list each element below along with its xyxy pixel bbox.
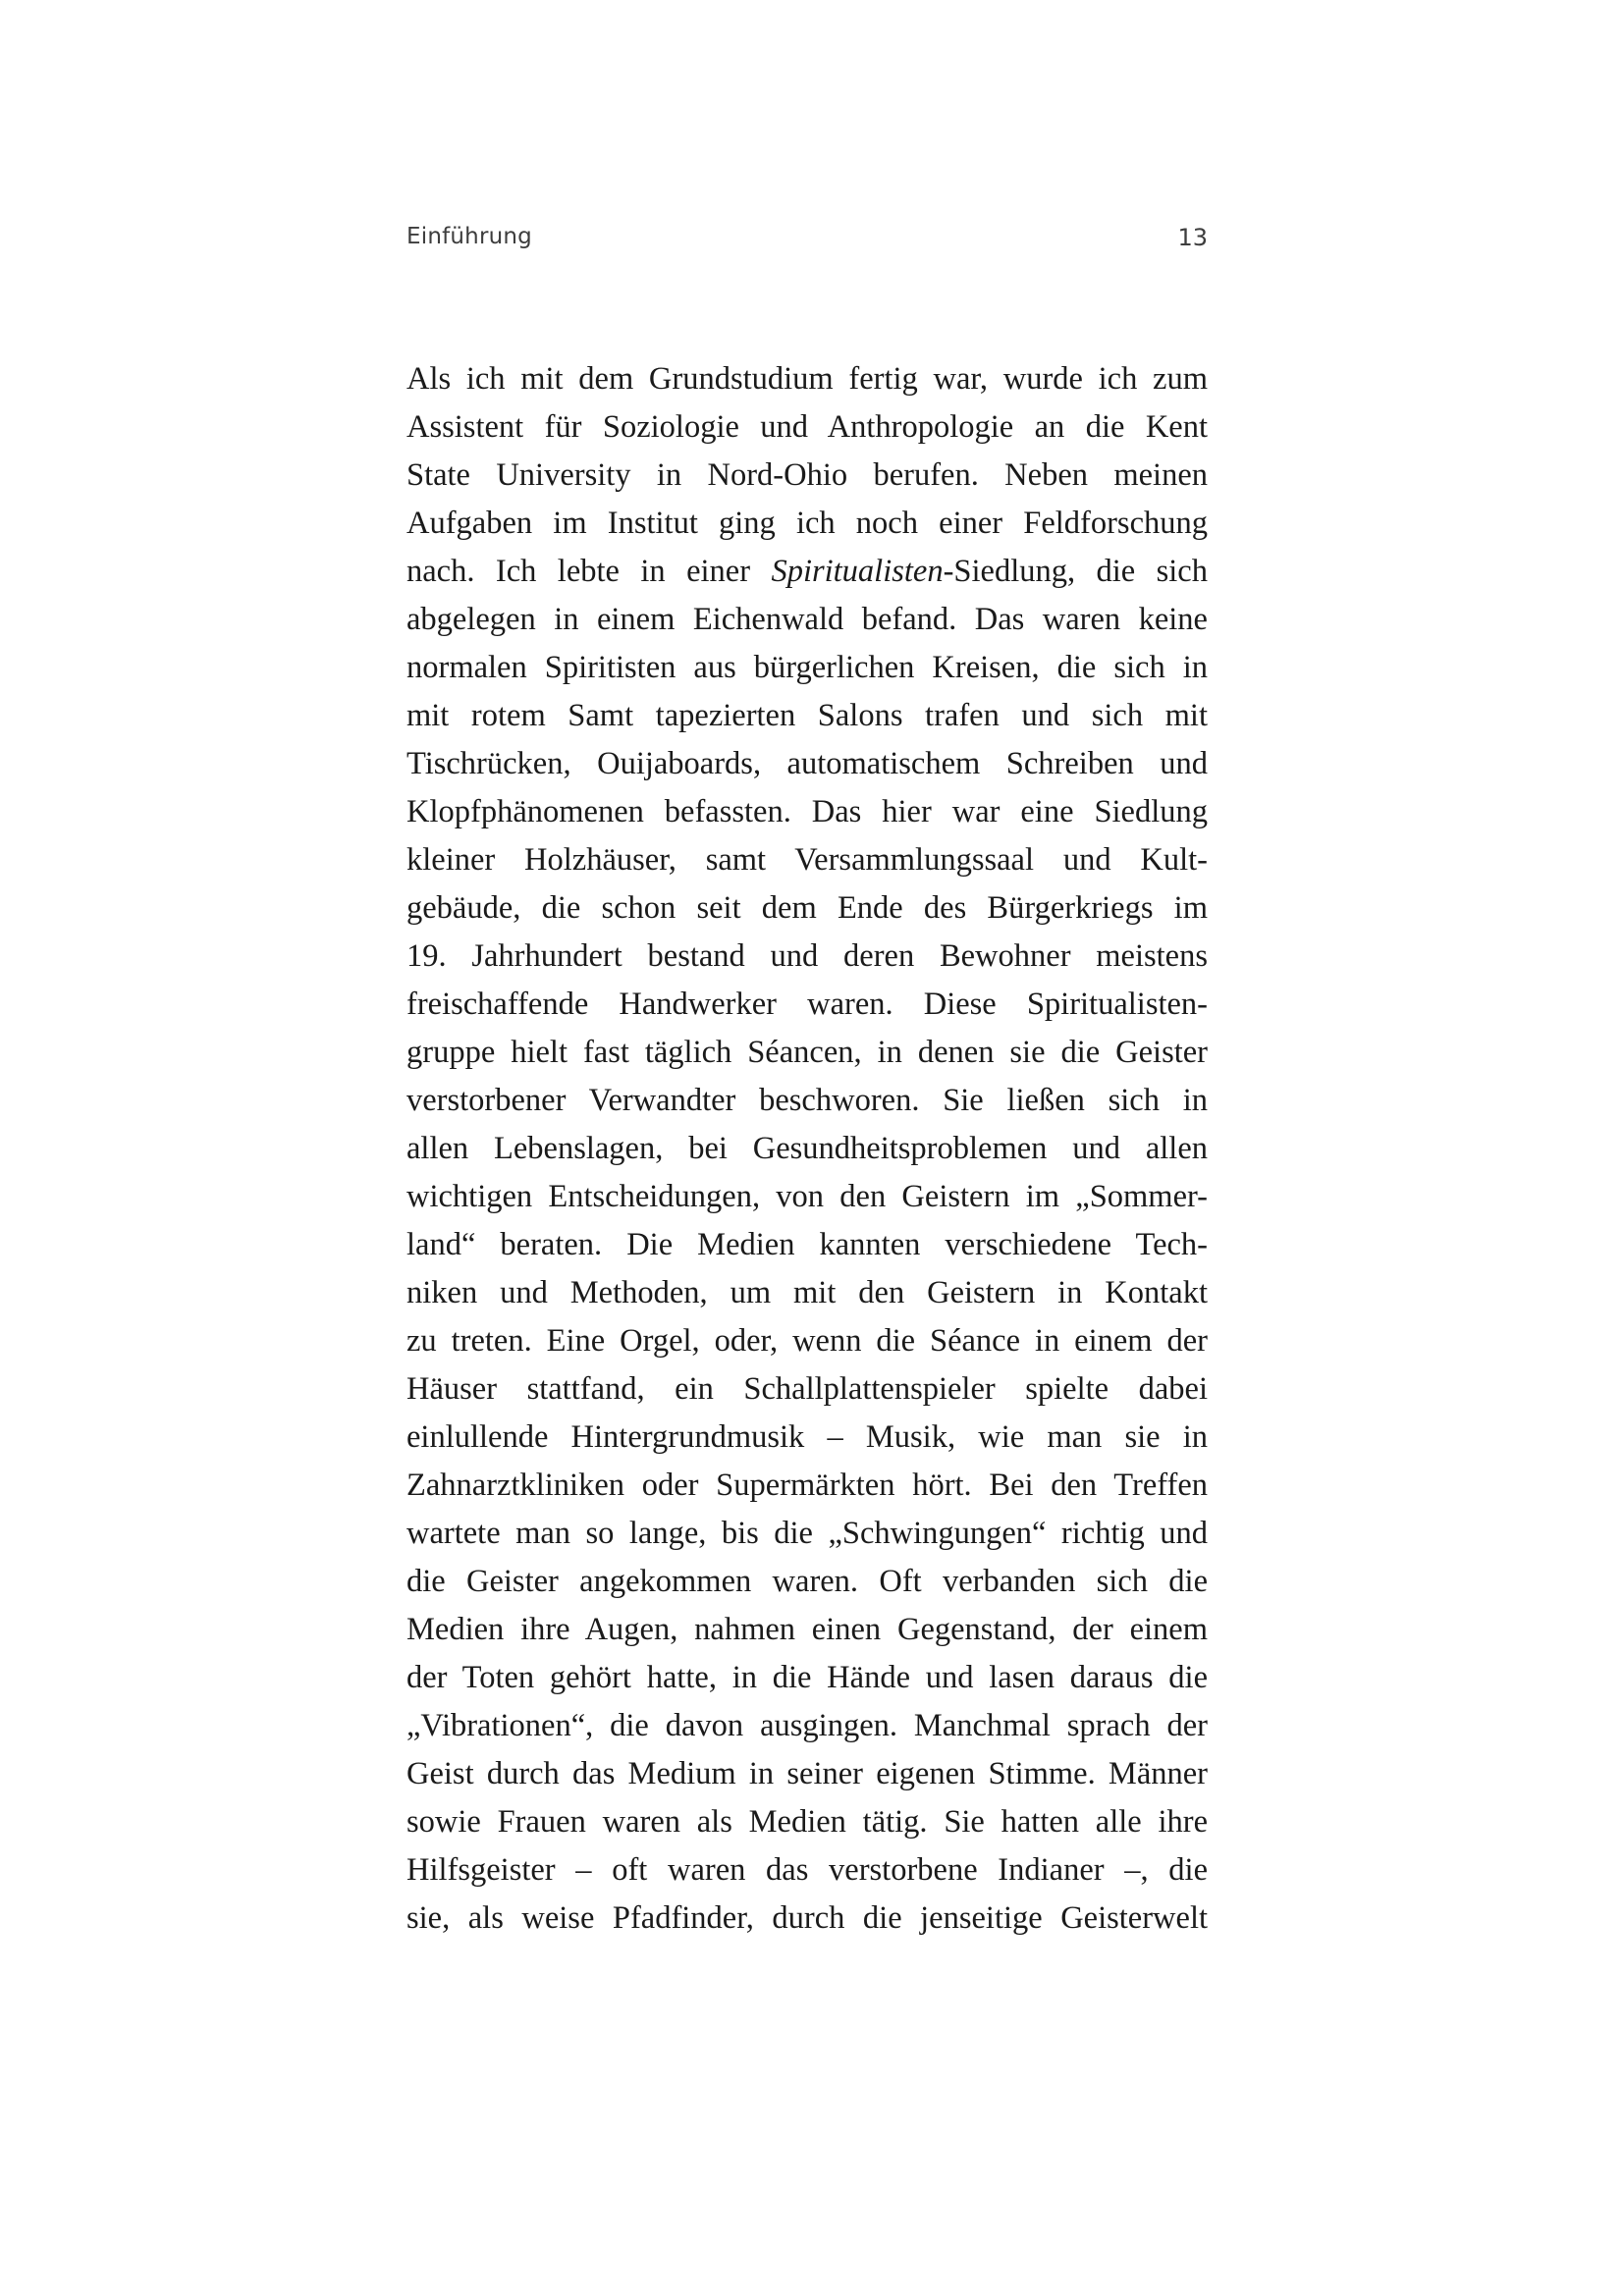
text-line: sowie Frauen waren als Medien tätig. Sie hatten alle ihre <box>406 1804 1208 1840</box>
text-line: Tischrücken, Ouijaboards, automatischem Schreiben und <box>406 746 1208 781</box>
text-line: der Toten gehört hatte, in die Hände und lasen daraus die <box>406 1660 1208 1695</box>
text-line: niken und Methoden, um mit den Geistern in Kontakt <box>406 1275 1208 1310</box>
text-segment: -Siedlung, die sich <box>943 554 1208 589</box>
text-line: Als ich mit dem Grundstudium fertig war, wurde ich zum <box>406 361 1208 397</box>
text-line: Geist durch das Medium in seiner eigenen Stimme. Männer <box>406 1756 1208 1791</box>
text-line: zu treten. Eine Orgel, oder, wenn die Séance in einem der <box>406 1323 1208 1359</box>
text-line: State University in Nord-Ohio berufen. Neben meinen <box>406 457 1208 493</box>
text-line: Hilfsgeister – oft waren das verstorbene Indianer –, die <box>406 1852 1208 1888</box>
text-line: verstorbener Verwandter beschworen. Sie ließen sich in <box>406 1083 1208 1118</box>
text-line: „Vibrationen“, die davon ausgingen. Manchmal sprach der <box>406 1708 1208 1743</box>
body-text <box>406 355 1208 1943</box>
text-line: Zahnarztkliniken oder Supermärkten hört. Bei den Treffen <box>406 1468 1208 1503</box>
text-segment: nach. Ich lebte in einer <box>406 554 772 589</box>
text-line: Assistent für Soziologie und Anthropologie an die Kent <box>406 409 1208 445</box>
text-line: sie, als weise Pfadfinder, durch die jenseitige Geisterwelt <box>406 1900 1208 1936</box>
text-line: abgelegen in einem Eichenwald befand. Das waren keine <box>406 602 1208 637</box>
running-head: Einführung <box>406 224 532 249</box>
text-line: freischaffende Handwerker waren. Diese Spiritualisten- <box>406 987 1208 1022</box>
text-line: einlullende Hintergrundmusik – Musik, wie man sie in <box>406 1419 1208 1455</box>
text-line: mit rotem Samt tapezierten Salons trafen und sich mit <box>406 698 1208 733</box>
text-line: normalen Spiritisten aus bürgerlichen Kreisen, die sich in <box>406 650 1208 685</box>
text-line: land“ beraten. Die Medien kannten verschiedene Tech- <box>406 1227 1208 1262</box>
text-line: Aufgaben im Institut ging ich noch einer Feldforschung <box>406 506 1208 541</box>
text-line: 19. Jahrhundert bestand und deren Bewohner meistens <box>406 938 1208 974</box>
text-line: kleiner Holzhäuser, samt Versammlungssaal und Kult- <box>406 842 1208 878</box>
text-line: die Geister angekommen waren. Oft verbanden sich die <box>406 1564 1208 1599</box>
page-number: 13 <box>1177 224 1208 251</box>
italic-term: Spiritualisten <box>771 554 944 589</box>
text-line: Klopfphänomenen befassten. Das hier war eine Siedlung <box>406 794 1208 829</box>
text-line <box>406 548 1208 596</box>
text-line: Häuser stattfand, ein Schallplattenspieler spielte dabei <box>406 1371 1208 1407</box>
text-line: gruppe hielt fast täglich Séancen, in denen sie die Geister <box>406 1035 1208 1070</box>
text-line: wichtigen Entscheidungen, von den Geistern im „Sommer- <box>406 1179 1208 1214</box>
text-line: allen Lebenslagen, bei Gesundheitsproblemen und allen <box>406 1131 1208 1166</box>
text-line: gebäude, die schon seit dem Ende des Bürgerkriegs im <box>406 890 1208 926</box>
text-line: Medien ihre Augen, nahmen einen Gegenstand, der einem <box>406 1612 1208 1647</box>
text-line: wartete man so lange, bis die „Schwingungen“ richtig und <box>406 1516 1208 1551</box>
